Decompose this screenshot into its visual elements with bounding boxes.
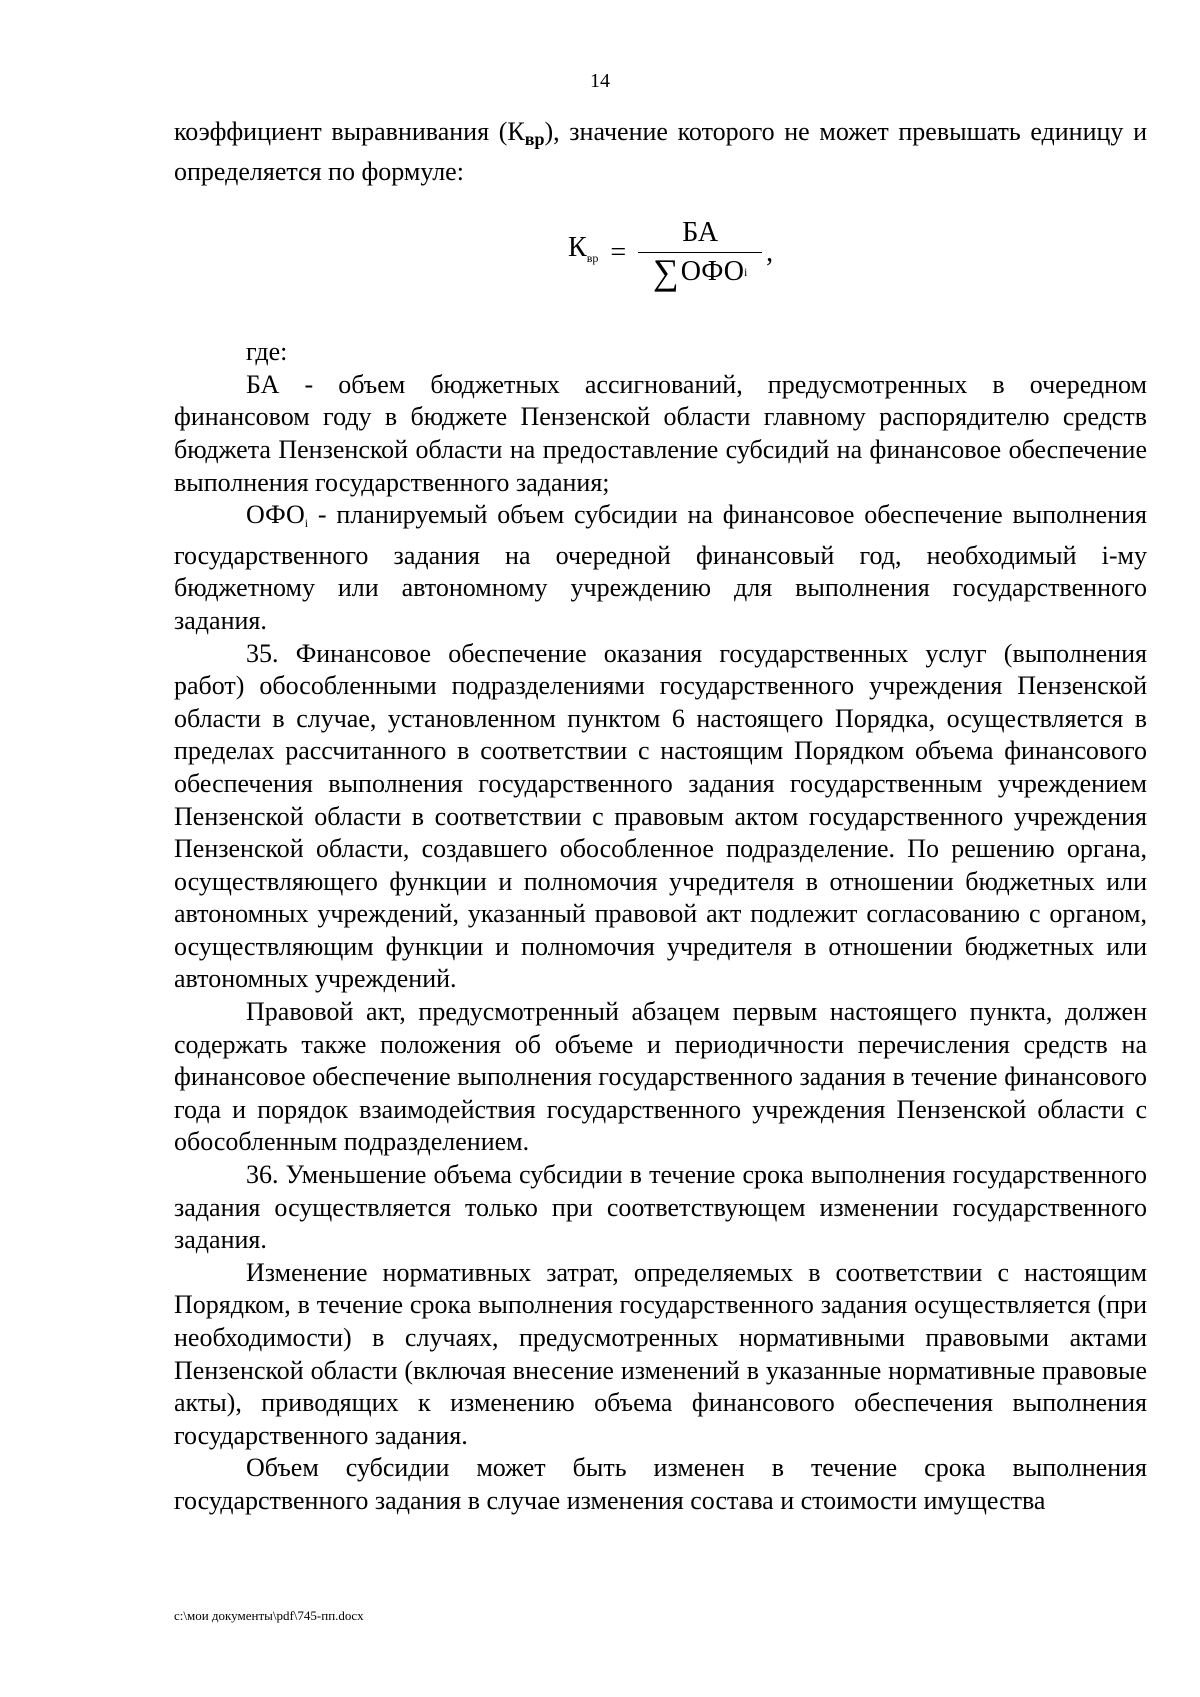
definition-ba: БА - объем бюджетных ассигнований, предусмотренных в очередном финансовом году в бюджете Пензенской области главному распорядителю средств бюджета Пензенской области на предоставление субсидий на финансовое обеспечение выполнения государственного задания; (174, 369, 1147, 497)
paragraph-subsidy-change: Объем субсидии может быть изменен в течение срока выполнения государственного задания в случае изменения состава и стоимости имущества (174, 1453, 1147, 1515)
footer-file-path: c:\мои документы\pdf\745-пп.docx (174, 1608, 364, 1623)
intro-text: коэффициент выравнивания (К (174, 117, 525, 146)
formula-block (174, 188, 1147, 336)
ofo-subscript: i (304, 516, 309, 531)
page-number: 14 (590, 70, 610, 92)
definition-ofo (174, 499, 1147, 637)
paragraph-36: 36. Уменьшение объема субсидии в течение срока выполнения государственного задания осуществляется только при соответствующем изменении государственного задания. (174, 1160, 1147, 1255)
formula-denominator (653, 253, 747, 291)
formula-equals: = (610, 237, 627, 269)
sum-symbol: ∑ (653, 252, 679, 293)
intro-tail: ), значение которого не может превышать единицу и определяется по формуле: (174, 117, 1148, 186)
denominator-subscript: i (743, 265, 748, 280)
document-body (174, 116, 1147, 1518)
paragraph-35: 35. Финансовое обеспечение оказания государственных услуг (выполнения работ) обособленными подразделениями государственного учреждения Пензенской области в случае, установленном пунктом 6 настоящего Порядка, осуществляется в пределах рассчитанного в соответствии с настоящим Порядком объема финансового обеспечения выполнения государственного задания государственным учреждением Пензенской области в соответствии с правовым актом государственного учреждения Пензенской области, создавшего обособленное подразделение. По решению органа, осуществляющего функции и полномочия учредителя в отношении бюджетных или автономных учреждений, указанный правовой акт подлежит согласованию с органом, осуществляющим функции и полномочия учредителя в отношении бюджетных или автономных учреждений. (174, 638, 1147, 994)
intro-paragraph (174, 116, 1147, 188)
denominator-text: ОФО (680, 256, 744, 288)
ofo-term: ОФО (246, 500, 305, 530)
intro-subscript: вр (524, 129, 545, 149)
where-label: где: (246, 337, 288, 367)
formula-fraction (638, 216, 762, 291)
equalization-formula (568, 216, 773, 291)
paragraph-legal-act: Правовой акт, предусмотренный абзацем первым настоящего пункта, должен содержать также положения об объеме и периодичности перечисления средств на финансовое обеспечение выполнения государственного задания в течение финансового года и порядок взаимодействия государственного учреждения Пензенской области с обособленным подразделением. (174, 997, 1147, 1157)
paragraph-normative-costs: Изменение нормативных затрат, определяемых в соответствии с настоящим Порядком, в течение срока выполнения государственного задания осуществляется (при необходимости) в случаях, предусмотренных нормативными правовыми актами Пензенской области (включая внесение изменений в указанные нормативные правовые акты), приводящих к изменению объема финансового обеспечения выполнения государственного задания. (174, 1257, 1147, 1450)
formula-lhs-subscript: вр (586, 251, 599, 266)
formula-comma: , (766, 237, 774, 269)
formula-lhs: $К_{вр}$ (568, 232, 599, 266)
ofo-definition-text: - планируемый объем субсидии на финансовое обеспечение выполнения государственного задания на очередной финансовый год, необходимый i-му бюджетному или автономному учреждению для выполнения государственного задания. (174, 500, 1147, 635)
formula-numerator: БА (682, 217, 719, 249)
